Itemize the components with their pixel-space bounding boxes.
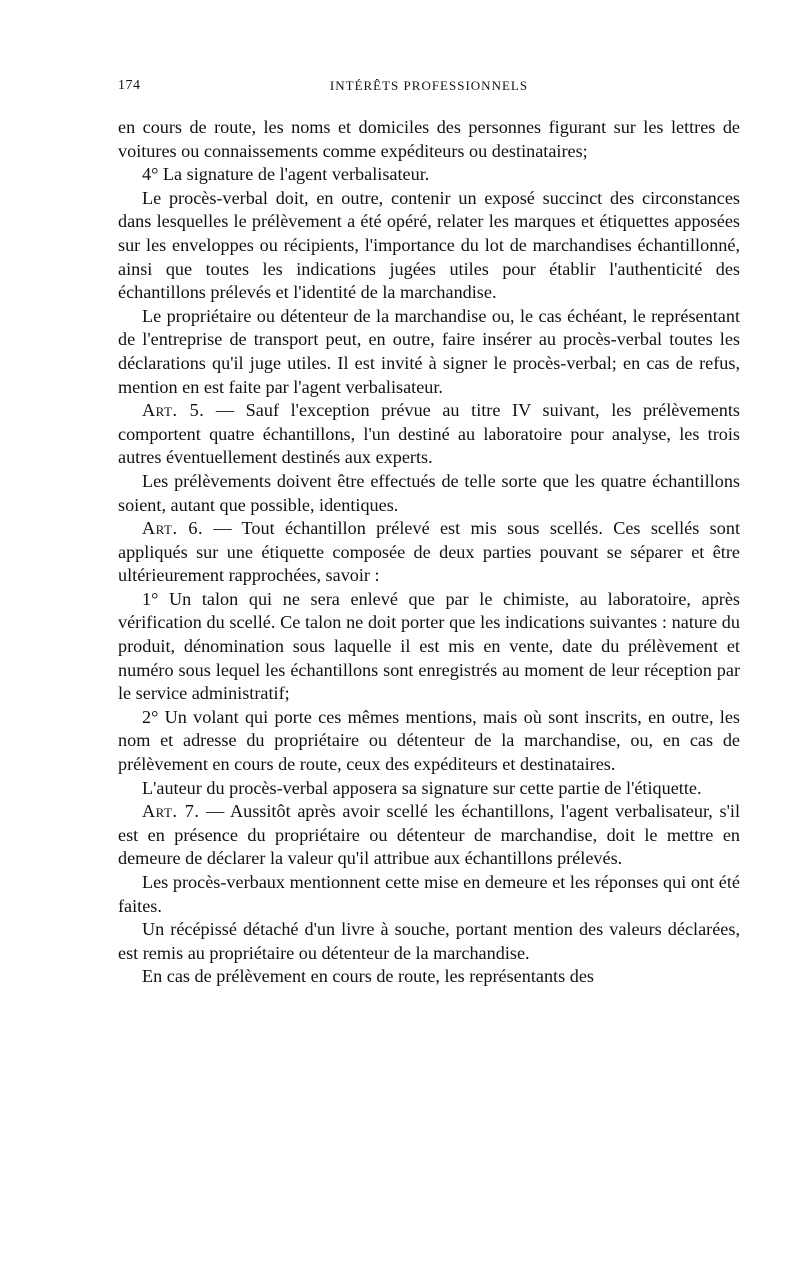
article-label: Art. 7. bbox=[142, 801, 200, 822]
article-paragraph bbox=[118, 800, 740, 871]
book-page bbox=[118, 78, 740, 989]
paragraph-text: — Tout échantillon prélevé est mis sous scellés. Ces scellés sont appliqués sur une étiquette composée de deux parties pouvant se séparer et être ultérieurement rapprochées, savoir : bbox=[118, 518, 740, 586]
paragraph-text: Les prélèvements doivent être effectués de telle sorte que les quatre échantillons soient, autant que possible, identiques. bbox=[118, 470, 740, 515]
paragraph-text: Le procès-verbal doit, en outre, contenir un exposé succinct des circonstances dans lesquelles le prélèvement a été opéré, relater les marques et étiquettes apposées sur les enveloppes ou récipients, l'importance du lot de marchandises échantillonné, ainsi que toutes les indications jugées utiles pour établir l'authenticité des échantillons prélevés et l'identité de la marchandise. bbox=[118, 187, 740, 303]
paragraph bbox=[118, 187, 740, 305]
paragraph bbox=[118, 871, 740, 918]
paragraph bbox=[118, 706, 740, 777]
article-label: Art. 6. bbox=[142, 518, 203, 539]
paragraph-text: en cours de route, les noms et domiciles des personnes figurant sur les lettres de voitures ou connaissements comme expéditeurs ou destinataires; bbox=[118, 117, 740, 161]
paragraph bbox=[118, 777, 740, 801]
paragraph-text: — Sauf l'exception prévue au titre IV suivant, les prélèvements comportent quatre échantillons, l'un destiné au laboratoire pour analyse, les trois autres éventuellement destinés aux experts. bbox=[118, 400, 740, 468]
paragraph bbox=[118, 116, 740, 163]
page-header bbox=[118, 78, 740, 102]
paragraph-text: 2° Un volant qui porte ces mêmes mentions, mais où sont inscrits, en outre, les nom et adresse du propriétaire ou détenteur de la marchandise, ou, en cas de prélèvement en cours de route, ceux des expéditeurs et destinataires. bbox=[118, 706, 740, 775]
paragraph-text: Un récépissé détaché d'un livre à souche, portant mention des valeurs déclarées, est remis au propriétaire ou détenteur de la marchandise. bbox=[118, 919, 740, 963]
paragraph-text: En cas de prélèvement en cours de route, les représentants des bbox=[142, 966, 594, 987]
paragraph-text: — Aussitôt après avoir scellé les échantillons, l'agent verbalisateur, s'il est en présence du propriétaire ou détenteur de marchandise, doit le mettre en demeure de déclarer la valeur qu'il attribue aux échantillons prélevés. bbox=[118, 801, 741, 869]
page-body bbox=[118, 116, 740, 989]
paragraph bbox=[118, 918, 740, 965]
paragraph bbox=[118, 470, 740, 517]
page-number: 174 bbox=[118, 78, 141, 93]
paragraph bbox=[118, 965, 740, 989]
paragraph bbox=[118, 588, 740, 706]
paragraph bbox=[118, 163, 740, 187]
paragraph-text: Le propriétaire ou détenteur de la marchandise ou, le cas échéant, le représentant de l'entreprise de transport peut, en outre, faire insérer au procès-verbal toutes les déclarations qu'il juge utiles. Il est invité à signer le procès-verbal; en cas de refus, mention en est faite par l'agent verbalisateur. bbox=[118, 305, 740, 397]
article-paragraph bbox=[118, 399, 740, 470]
paragraph-text: 4° La signature de l'agent verbalisateur. bbox=[142, 164, 430, 185]
paragraph-text: 1° Un talon qui ne sera enlevé que par le chimiste, au laboratoire, après vérification du scellé. Ce talon ne doit porter que les indications suivantes : nature du produit, dénomination sous laquelle il est mis en vente, date du prélèvement et numéro sous lequel les échantillons sont enregistrés au moment de leur réception par le service administratif; bbox=[118, 588, 740, 704]
paragraph bbox=[118, 305, 740, 399]
paragraph-text: Les procès-verbaux mentionnent cette mise en demeure et les réponses qui ont été faites. bbox=[118, 872, 740, 916]
article-paragraph bbox=[118, 517, 740, 588]
article-label: Art. 5. bbox=[142, 400, 205, 421]
paragraph-text: L'auteur du procès-verbal apposera sa signature sur cette partie de l'étiquette. bbox=[142, 777, 702, 798]
running-title: INTÉRÊTS PROFESSIONNELS bbox=[329, 78, 529, 93]
